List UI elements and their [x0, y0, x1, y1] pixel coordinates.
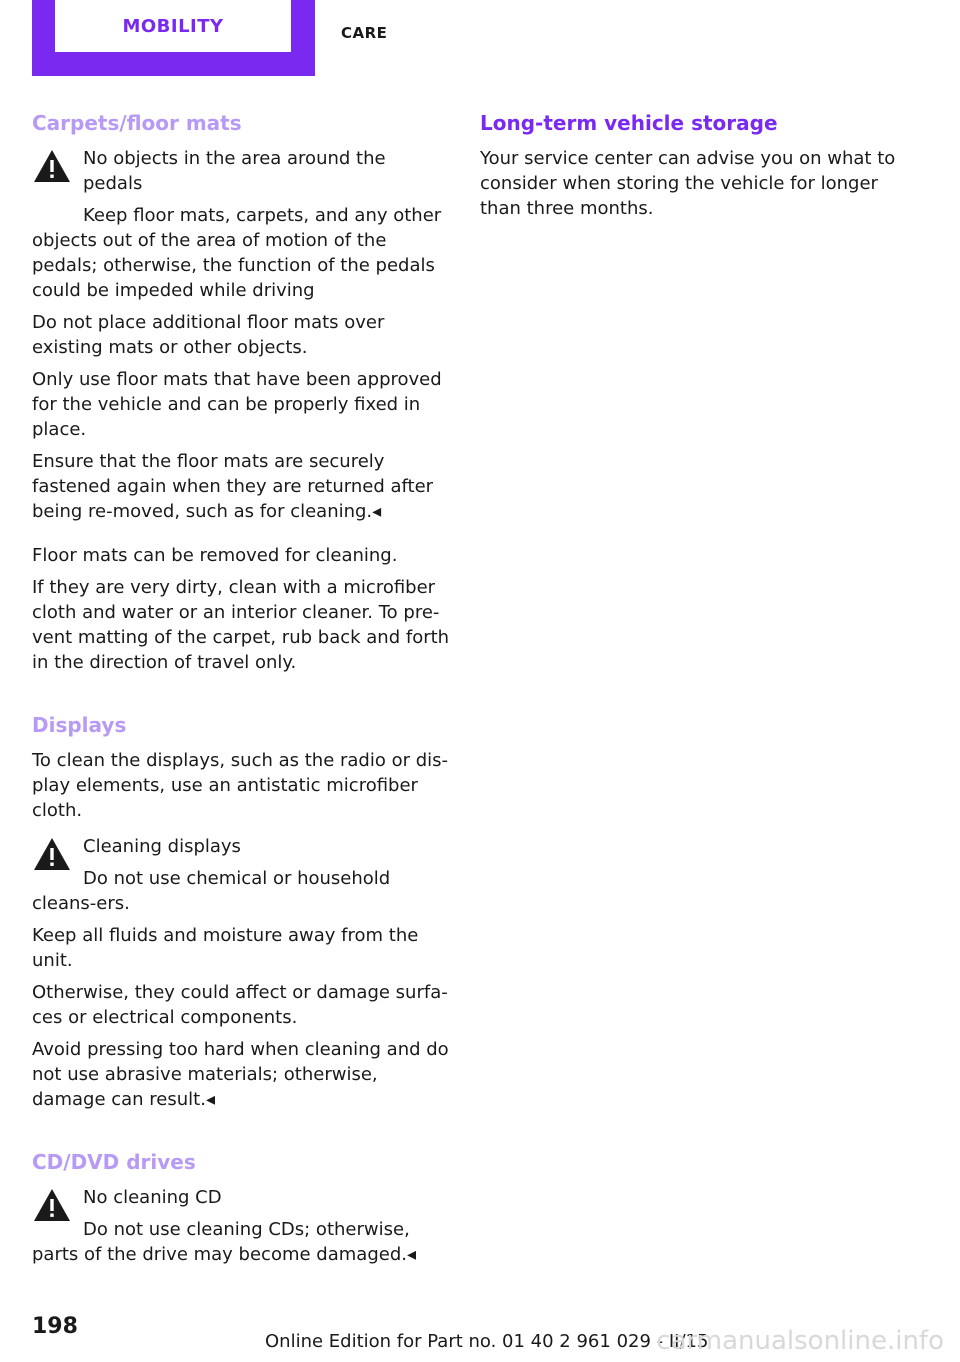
watermark: carmanualsonline.info — [656, 1326, 944, 1356]
cd-warning-title: No cleaning CD — [83, 1187, 222, 1208]
displays-paragraph: Otherwise, they could affect or damage surfa-ces or electrical components. — [32, 982, 448, 1028]
carpets-paragraph: Do not place additional floor mats over existing mats or other objects. — [32, 312, 385, 358]
storage-heading: Long-term vehicle storage — [480, 111, 778, 135]
tab-mobility-label: MOBILITY — [55, 0, 291, 52]
carpets-paragraph: Only use floor mats that have been approved for the vehicle and can be properly fixed in place. — [32, 369, 442, 440]
edition-footer: Online Edition for Part no. 01 40 2 961 029 - II/15 — [265, 1331, 709, 1352]
cd-warning-text: Do not use cleaning CDs; otherwise, parts of the drive may become damaged.◂ — [32, 1219, 417, 1265]
displays-paragraph: To clean the displays, such as the radio or dis-play elements, use an antistatic microfiber cloth. — [32, 750, 449, 821]
cd-warning — [32, 1185, 450, 1267]
cd-heading: CD/DVD drives — [32, 1150, 196, 1174]
page-number: 198 — [32, 1314, 78, 1339]
displays-warning-text: Do not use chemical or household cleans-ers. — [32, 868, 391, 914]
tab-mobility[interactable] — [32, 0, 315, 76]
carpets-heading: Carpets/floor mats — [32, 111, 242, 135]
warning-triangle-icon — [32, 1187, 72, 1223]
carpets-paragraph: Floor mats can be removed for cleaning. — [32, 545, 398, 566]
warning-triangle-icon — [32, 836, 72, 872]
displays-paragraph: Avoid pressing too hard when cleaning and do not use abrasive materials; otherwise, damage can result.◂ — [32, 1039, 449, 1110]
carpets-warning-text: Keep floor mats, carpets, and any other objects out of the area of motion of the pedals; otherwise, the function of the pedals could be impeded while driving — [32, 205, 442, 301]
carpets-warning — [32, 146, 450, 303]
left-column — [32, 110, 450, 1274]
storage-paragraph: Your service center can advise you on what to consider when storing the vehicle for longer than three months. — [480, 148, 896, 219]
displays-warning-title: Cleaning displays — [83, 836, 241, 857]
carpets-paragraph: Ensure that the floor mats are securely fastened again when they are returned after being re-moved, such as for cleaning.◂ — [32, 451, 434, 522]
displays-paragraph: Keep all fluids and moisture away from the unit. — [32, 925, 419, 971]
warning-triangle-icon — [32, 148, 72, 184]
tab-care[interactable]: CARE — [341, 24, 388, 42]
displays-warning — [32, 834, 450, 916]
displays-heading: Displays — [32, 713, 127, 737]
carpets-paragraph: If they are very dirty, clean with a microfiber cloth and water or an interior cleaner. To pre-vent matting of the carpet, rub back and forth in the direction of travel only. — [32, 577, 450, 673]
right-column — [480, 110, 900, 228]
carpets-warning-title: No objects in the area around the pedals — [83, 148, 386, 194]
